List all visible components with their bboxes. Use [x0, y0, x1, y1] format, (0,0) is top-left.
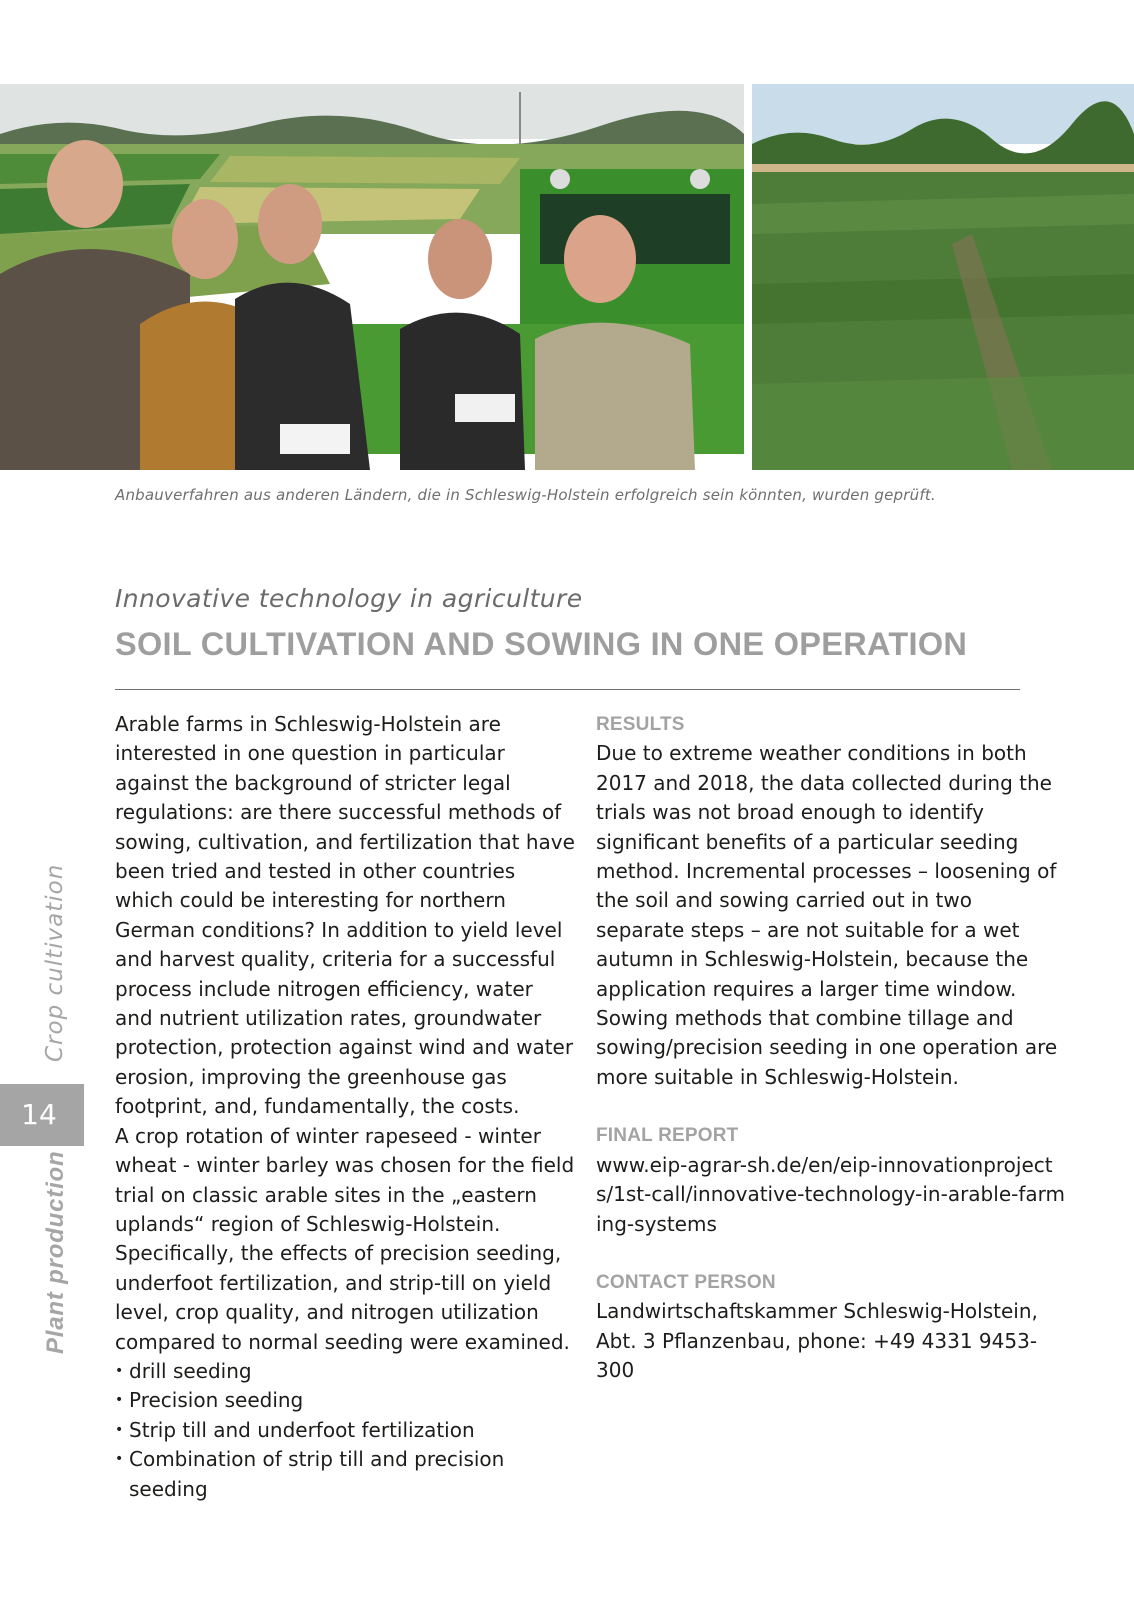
article-kicker: Innovative technology in agriculture — [115, 584, 583, 613]
intro-paragraph: Arable farms in Schleswig-Holstein are interested in one question in particular against the background of stricter legal regulations: are there successful methods of sowing, cultivation, and fertilization that have been tried and tested in other countries which could be interesting for northern German conditions? In addition to yield level and harvest quality, criteria for a successful process include nitrogen efficiency, water and nutrient utilization rates, groundwater protection, protection against wind and water erosion, improving the greenhouse gas footprint, and, fundamentally, the costs. — [115, 712, 575, 1119]
method-list — [115, 1357, 575, 1504]
final-report-heading: FINAL REPORT — [596, 1125, 739, 1147]
photo-crop-field — [752, 84, 1134, 470]
spacer — [596, 1239, 1066, 1268]
contact-line-2: Abt. 3 Pflanzenbau, phone: +49 4331 9453-300 — [596, 1328, 1038, 1383]
list-item: • Precision seeding — [115, 1386, 575, 1415]
sidebar-section-upper: Crop cultivation — [42, 863, 68, 1062]
sidebar-section-lower: Plant production — [42, 1150, 69, 1354]
list-item: • Strip till and underfoot fertilization — [115, 1416, 575, 1445]
photo-caption: Anbauverfahren aus anderen Ländern, die in Schleswig-Holstein erfolgreich sein könnten, wurden geprüft. — [115, 486, 936, 504]
article-headline: SOIL CULTIVATION AND SOWING IN ONE OPERATION — [115, 626, 968, 662]
headline-divider — [115, 689, 1020, 690]
right-column — [596, 710, 1066, 1386]
trial-paragraph: A crop rotation of winter rapeseed - winter wheat - winter barley was chosen for the field trial on classic arable sites in the „eastern uplands“ region of Schleswig-Holstein. Specifically, the effects of precision seeding, underfoot fertilization, and strip-till on yield level, crop quality, and nitrogen utilization compared to normal seeding were examined. — [115, 1123, 575, 1354]
final-report-url: www.eip-agrar-sh.de/en/eip-innovationprojects/1st-call/innovative-technology-in-arable-farming-systems — [596, 1152, 1065, 1236]
list-item: • Combination of strip till and precision seeding — [115, 1445, 575, 1504]
page-number: 14 — [0, 1084, 84, 1146]
left-column — [115, 710, 575, 1504]
spacer — [596, 1092, 1066, 1121]
results-text: Due to extreme weather conditions in both 2017 and 2018, the data collected during the trials was not broad enough to identify significant benefits of a particular seeding method. Incremental processes – loosening of the soil and sowing carried out in two separate steps – are not suitable for a wet autumn in Schleswig-Holstein, because the application requires a larger time window. Sowing methods that combine tillage and sowing/precision seeding in one operation are more suitable in Schleswig-Holstein. — [596, 741, 1058, 1089]
contact-heading: CONTACT PERSON — [596, 1271, 776, 1293]
contact-line-1: Landwirtschaftskammer Schleswig-Holstein, — [596, 1299, 1038, 1324]
photo-field-visit — [0, 84, 744, 470]
results-heading: RESULTS — [596, 714, 685, 735]
list-item: • drill seeding — [115, 1357, 575, 1386]
